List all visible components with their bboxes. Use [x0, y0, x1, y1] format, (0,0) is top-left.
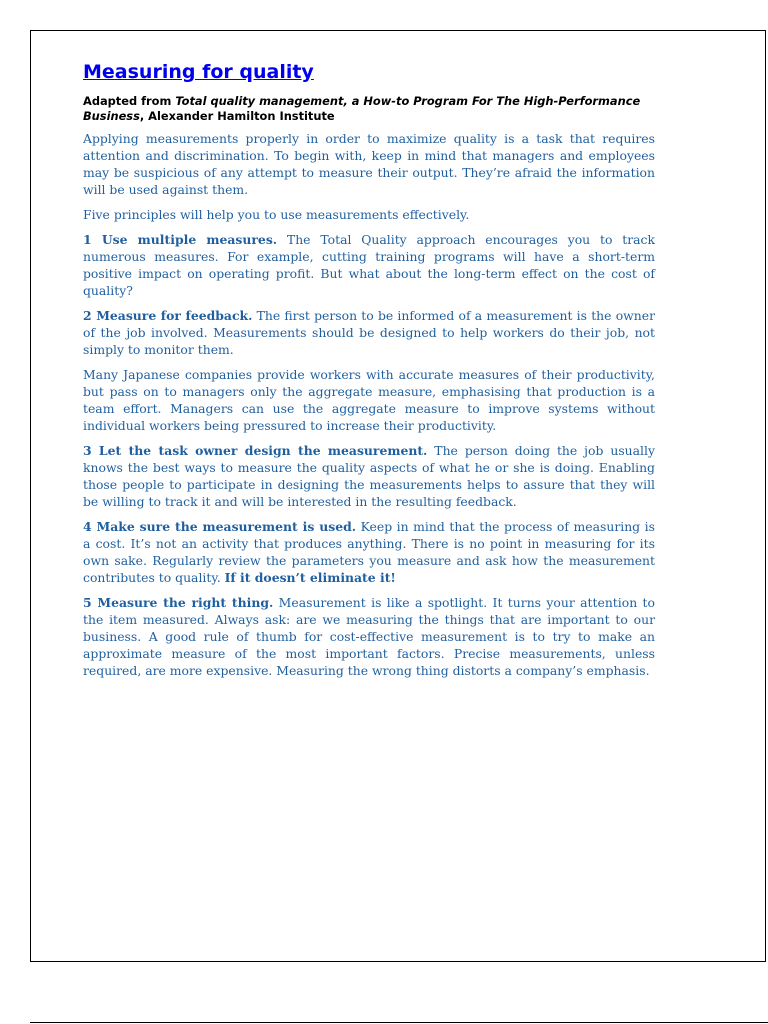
paragraph-text: Five principles will help you to use measurements effectively. — [83, 207, 470, 222]
source-publisher: , Alexander Hamilton Institute — [139, 109, 335, 123]
document-body — [83, 60, 655, 687]
paragraph-principles-intro — [83, 206, 655, 223]
paragraph-principle-1 — [83, 231, 655, 299]
paragraph-text: Keep in mind that the process of measuring is a cost. It’s not an activity that produces anything. There is no point in measuring for its own sake. Regularly review the parameters you measure and ask how the measurement contributes to quality. — [83, 519, 655, 585]
source-prefix: Adapted from — [83, 94, 176, 108]
paragraph-principle-4 — [83, 518, 655, 586]
principle-heading: 2 Measure for feedback. — [83, 308, 253, 323]
paragraph-principle-5 — [83, 594, 655, 679]
paragraph-text: The person doing the job usually knows the best ways to measure the quality aspects of what he or she is doing. Enabling those people to participate in designing the measurements helps to assure that they will be willing to track it and will be interested in the resulting feedback. — [83, 443, 655, 509]
paragraph-text: Applying measurements properly in order to maximize quality is a task that requires attention and discrimination. To begin with, keep in mind that managers and employees may be suspicious of any attempt to measure their output. They’re afraid the information will be used against them. — [83, 131, 655, 197]
paragraph-text: The first person to be informed of a measurement is the owner of the job involved. Measurements should be designed to help workers do their job, not simply to monitor them. — [83, 308, 656, 357]
document-title[interactable]: Measuring for quality — [83, 61, 314, 83]
principle-heading: 4 Make sure the measurement is used. — [83, 519, 357, 534]
principle-heading: 3 Let the task owner design the measurement. — [83, 443, 428, 458]
principle-heading: 5 Measure the right thing. — [83, 595, 274, 610]
paragraph-emphasis: If it doesn’t eliminate it! — [224, 570, 396, 585]
paragraph-text: The Total Quality approach encourages you to track numerous measures. For example, cutting training programs will have a short-term positive impact on operating profit. But what about the long-term effect on the cost of quality? — [83, 232, 655, 298]
paragraph-japanese-companies — [83, 366, 655, 434]
bottom-divider — [30, 1022, 768, 1023]
paragraph-text: Many Japanese companies provide workers with accurate measures of their productivity, but pass on to managers only the aggregate measure, emphasising that production is a team effort. Managers can use the aggregate measure to improve systems without individual workers being pressured to increase their productivity. — [83, 367, 655, 433]
source-attribution — [83, 94, 655, 124]
paragraph-principle-2 — [83, 307, 655, 358]
paragraph-principle-3 — [83, 442, 655, 510]
source-book-title: Total quality management, a How-to Program For The High-Performance Business — [83, 94, 641, 123]
principle-heading: 1 Use multiple measures. — [83, 232, 278, 247]
paragraph-text: Measurement is like a spotlight. It turns your attention to the item measured. Always ask: are we measuring the things that are important to our business. A good rule of thumb for cost-effective measurement is to try to make an approximate measure of the most important factors. Precise measurements, unless required, are more expensive. Measuring the wrong thing distorts a company’s emphasis. — [83, 595, 655, 678]
paragraph-intro — [83, 130, 655, 198]
